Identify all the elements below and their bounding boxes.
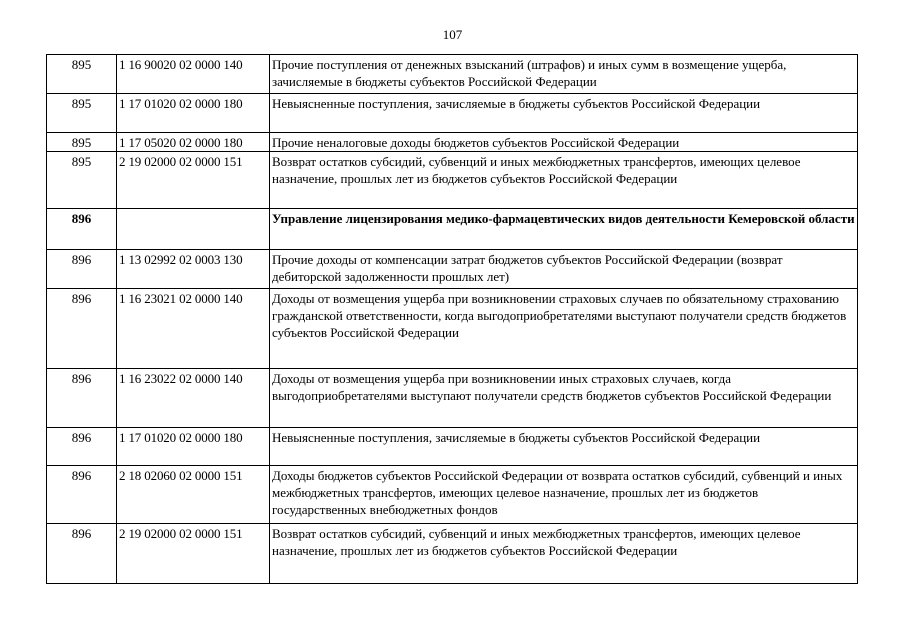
- table-row: [47, 289, 858, 369]
- revenue-code-cell: [117, 209, 270, 250]
- revenue-code-cell: 1 16 23022 02 0000 140: [117, 369, 270, 428]
- admin-code-cell: 896: [47, 524, 117, 584]
- revenue-name-cell: Прочие поступления от денежных взысканий (штрафов) и иных сумм в возмещение ущерба, зачисляемые в бюджеты субъектов Российской Федерации: [270, 55, 858, 94]
- table-row: [47, 369, 858, 428]
- admin-code-cell: 895: [47, 133, 117, 152]
- table-row: [47, 524, 858, 584]
- admin-code-cell: 895: [47, 152, 117, 209]
- table-row: [47, 94, 858, 133]
- revenue-name-cell: Доходы от возмещения ущерба при возникновении иных страховых случаев, когда выгодоприобретателями выступают получатели средств бюджетов субъектов Российской Федерации: [270, 369, 858, 428]
- admin-code-cell: 896: [47, 289, 117, 369]
- table-row: [47, 133, 858, 152]
- revenue-name-cell: Доходы бюджетов субъектов Российской Федерации от возврата остатков субсидий, субвенций и иных межбюджетных трансфертов, имеющих целевое назначение, прошлых лет из бюджетов государственных внебюджетных фондов: [270, 466, 858, 524]
- revenue-name-cell: Прочие доходы от компенсации затрат бюджетов субъектов Российской Федерации (возврат дебиторской задолженности прошлых лет): [270, 250, 858, 289]
- revenue-code-cell: 1 13 02992 02 0003 130: [117, 250, 270, 289]
- revenue-name-cell: Невыясненные поступления, зачисляемые в бюджеты субъектов Российской Федерации: [270, 94, 858, 133]
- revenue-code-cell: 1 17 01020 02 0000 180: [117, 428, 270, 466]
- admin-code-cell: 896: [47, 369, 117, 428]
- table-row: [47, 466, 858, 524]
- admin-code-cell: 896: [47, 466, 117, 524]
- admin-code-cell: 896: [47, 209, 117, 250]
- revenue-name-cell: Доходы от возмещения ущерба при возникновении страховых случаев по обязательному страхованию гражданской ответственности, когда выгодоприобретателями выступают получатели средств бюджетов субъектов Российской Федерации: [270, 289, 858, 369]
- revenue-code-cell: 2 18 02060 02 0000 151: [117, 466, 270, 524]
- revenue-code-cell: 1 16 90020 02 0000 140: [117, 55, 270, 94]
- admin-code-cell: 895: [47, 94, 117, 133]
- admin-code-cell: 895: [47, 55, 117, 94]
- revenue-name-cell: Невыясненные поступления, зачисляемые в бюджеты субъектов Российской Федерации: [270, 428, 858, 466]
- table-row: [47, 428, 858, 466]
- revenue-code-cell: 2 19 02000 02 0000 151: [117, 524, 270, 584]
- revenue-name-cell: Возврат остатков субсидий, субвенций и иных межбюджетных трансфертов, имеющих целевое назначение, прошлых лет из бюджетов субъектов Российской Федерации: [270, 524, 858, 584]
- revenue-name-cell: Возврат остатков субсидий, субвенций и иных межбюджетных трансфертов, имеющих целевое назначение, прошлых лет из бюджетов субъектов Российской Федерации: [270, 152, 858, 209]
- revenue-code-cell: 1 17 01020 02 0000 180: [117, 94, 270, 133]
- revenue-codes-table: [46, 54, 858, 584]
- page-number: 107: [442, 27, 463, 42]
- table-row-section-header: [47, 209, 858, 250]
- table-row: [47, 55, 858, 94]
- revenue-code-cell: 1 17 05020 02 0000 180: [117, 133, 270, 152]
- table-row: [47, 152, 858, 209]
- admin-code-cell: 896: [47, 250, 117, 289]
- revenue-code-cell: 1 16 23021 02 0000 140: [117, 289, 270, 369]
- admin-code-cell: 896: [47, 428, 117, 466]
- table-row: [47, 250, 858, 289]
- revenue-name-cell: Прочие неналоговые доходы бюджетов субъектов Российской Федерации: [270, 133, 858, 152]
- revenue-code-cell: 2 19 02000 02 0000 151: [117, 152, 270, 209]
- section-title-cell: Управление лицензирования медико-фармацевтических видов деятельности Кемеровской области: [270, 209, 858, 250]
